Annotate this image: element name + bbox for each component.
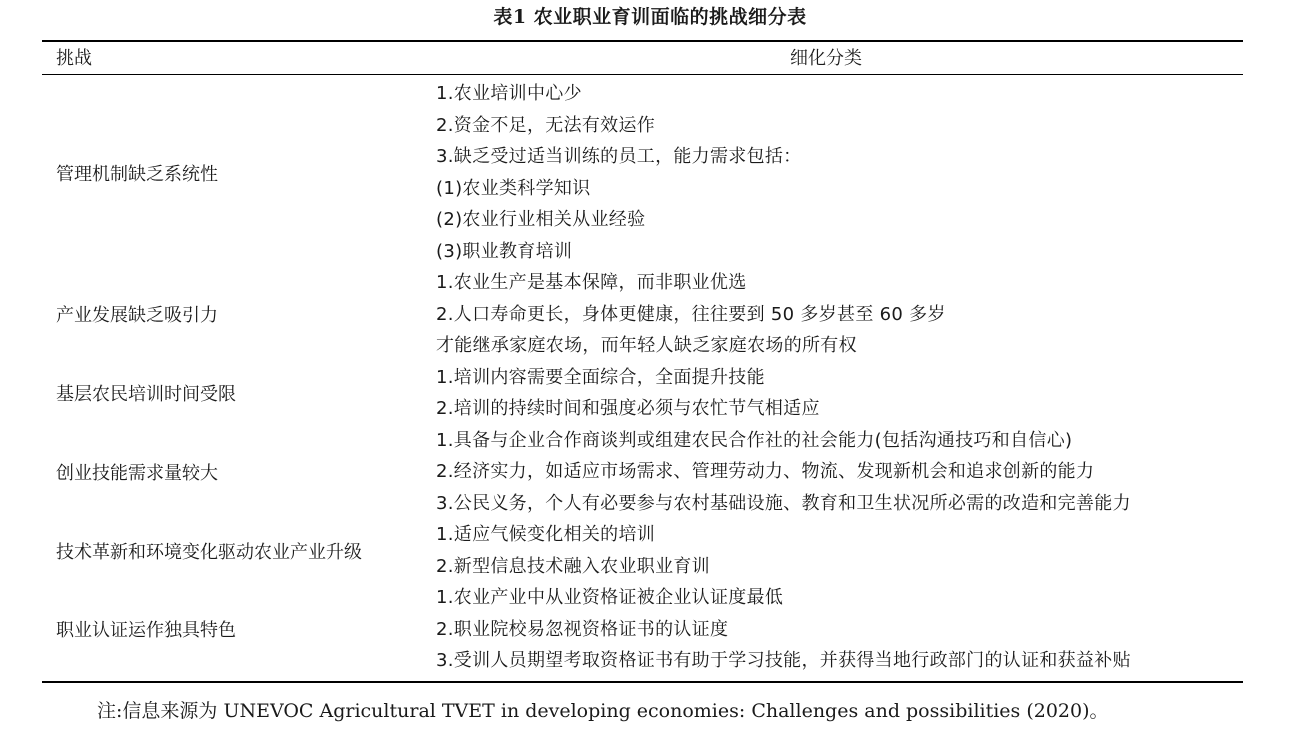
table-bottom-rule [42, 681, 1243, 683]
subcategory-list [422, 267, 1243, 362]
table-header-rule [42, 74, 1243, 75]
column-header-challenge: 挑战 [56, 48, 92, 69]
subcategory-item: 2.培训的持续时间和强度必须与农忙节气相适应 [436, 398, 820, 419]
subcategory-item: 2.资金不足，无法有效运作 [436, 114, 656, 136]
table-row [42, 78, 1243, 267]
table-body [42, 78, 1243, 677]
subcategory-item: 3.公民义务，个人有必要参与农村基础设施、教育和卫生状况所必需的改造和完善能力 [436, 492, 1131, 514]
table-row [42, 362, 1243, 425]
subcategory-item: (3)职业教育培训 [436, 240, 573, 262]
subcategory-item: (1)农业类科学知识 [436, 177, 591, 199]
challenge-label: 技术革新和环境变化驱动农业产业升级 [56, 541, 362, 563]
challenge-label: 职业认证运作独具特色 [56, 620, 236, 642]
subcategory-list [422, 425, 1243, 520]
table-row [42, 582, 1243, 677]
source-note: 注:信息来源为 UNEVOC Agricultural TVET in developing economies: Challenges and possibilities (2020)。 [97, 700, 1109, 722]
subcategory-item: 1.具备与企业合作商谈判或组建农民合作社的社会能力(包括沟通技巧和自信心) [436, 429, 1073, 451]
challenge-label: 创业技能需求量较大 [56, 462, 218, 484]
subcategory-item: 1.农业生产是基本保障，而非职业优选 [436, 272, 747, 293]
table-caption: 表1 农业职业育训面临的挑战细分表 [493, 6, 807, 28]
subcategory-list [422, 582, 1243, 677]
subcategory-item: 2.新型信息技术融入农业职业育训 [436, 555, 710, 577]
subcategory-list [422, 362, 1243, 425]
table-row [42, 519, 1243, 582]
subcategory-item: 才能继承家庭农场，而年轻人缺乏家庭农场的所有权 [436, 335, 857, 356]
challenge-label: 基层农民培训时间受限 [56, 384, 236, 405]
subcategory-item: 2.人口寿命更长，身体更健康，往往要到 50 多岁甚至 60 多岁 [436, 303, 946, 325]
subcategory-item: 1.适应气候变化相关的培训 [436, 524, 656, 545]
table-row [42, 425, 1243, 520]
column-header-subcategory: 细化分类 [790, 48, 862, 69]
subcategory-item: 1.培训内容需要全面综合，全面提升技能 [436, 366, 765, 388]
subcategory-item: 2.经济实力，如适应市场需求、管理劳动力、物流、发现新机会和追求创新的能力 [436, 461, 1095, 482]
subcategory-item: 1.农业培训中心少 [436, 83, 582, 104]
challenge-label: 产业发展缺乏吸引力 [56, 305, 218, 327]
subcategory-item: 2.职业院校易忽视资格证书的认证度 [436, 618, 729, 640]
subcategory-list [422, 519, 1243, 582]
subcategory-item: 1.农业产业中从业资格证被企业认证度最低 [436, 587, 784, 608]
subcategory-item: (2)农业行业相关从业经验 [436, 209, 646, 230]
table-top-rule [42, 40, 1243, 42]
subcategory-item: 3.缺乏受过适当训练的员工，能力需求包括： [436, 146, 802, 167]
subcategory-item: 3.受训人员期望考取资格证书有助于学习技能，并获得当地行政部门的认证和获益补贴 [436, 650, 1131, 671]
challenge-label: 管理机制缺乏系统性 [56, 163, 218, 185]
table-row [42, 267, 1243, 362]
subcategory-list [422, 78, 1243, 267]
